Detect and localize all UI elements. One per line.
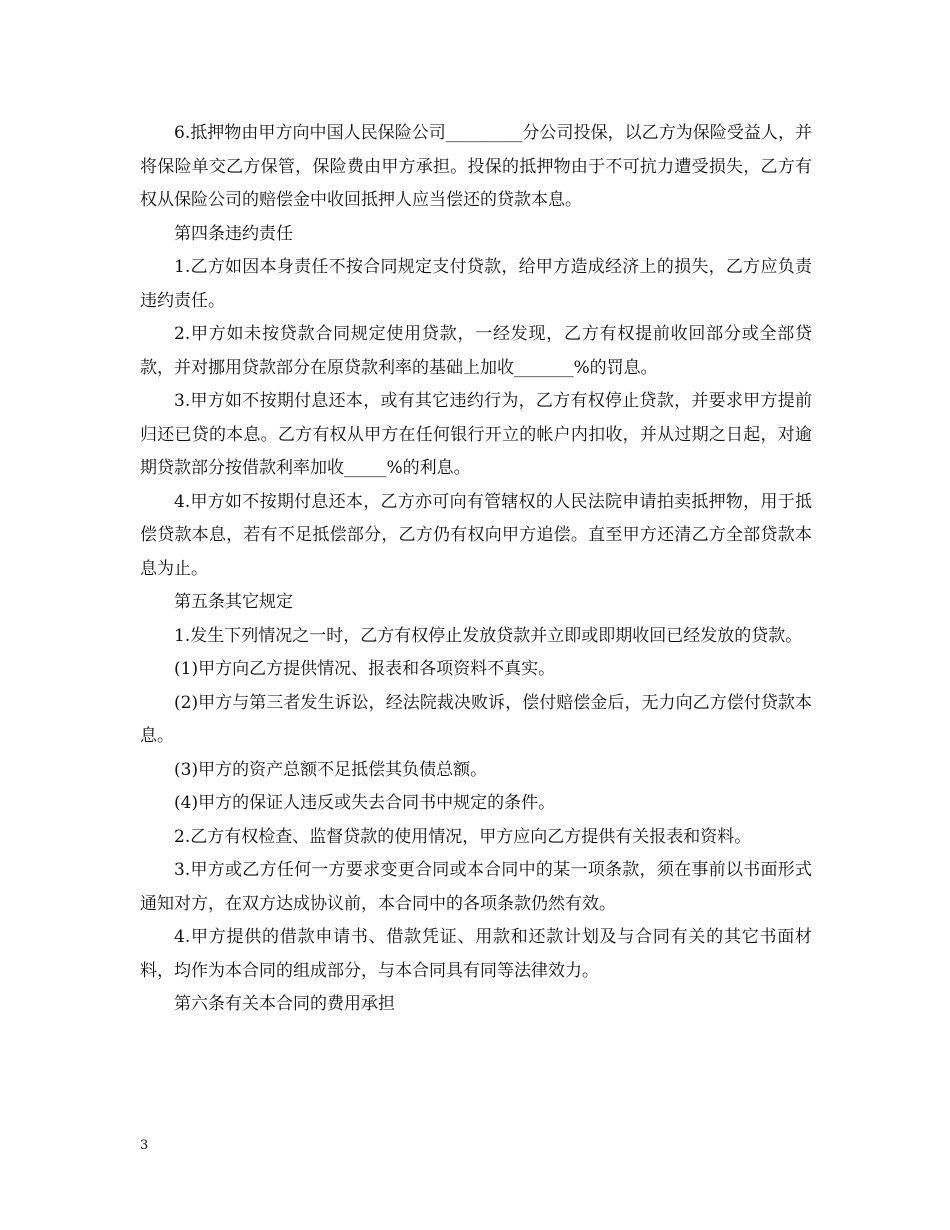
paragraph-liability-3: 3.甲方如不按期付息还本，或有其它违约行为，乙方有权停止贷款，并要求甲方提前归还已贷的本息。乙方有权从甲方在任何银行开立的帐户内扣收，并从过期之日起，对逾期贷款部分按借款利率加收_____%的利息。 [140,391,812,478]
document-body [140,117,812,1022]
paragraph-provision-2: 2.乙方有权检查、监督贷款的使用情况，甲方应向乙方提供有关报表和资料。 [174,826,752,847]
paragraph-provision-1: 1.发生下列情况之一时，乙方有权停止发放贷款并立即或即期收回已经发放的贷款。 [174,625,803,646]
paragraph-provision-4: 4.甲方提供的借款申请书、借款凭证、用款和还款计划及与合同有关的其它书面材料，均作为本合同的组成部分，与本合同具有同等法律效力。 [140,927,812,981]
paragraph-clause-4-6-insurance: 6.抵押物由甲方向中国人民保险公司_________分公司投保，以乙方为保险受益人，并将保险单交乙方保管，保险费由甲方承担。投保的抵押物由于不可抗力遭受损失，乙方有权从保险公司的赔偿金中收回抵押人应当偿还的贷款本息。 [140,123,812,210]
heading-article-4-liability: 第四条违约责任 [174,223,293,244]
paragraph-liability-2: 2.甲方如未按贷款合同规定使用贷款，一经发现，乙方有权提前收回部分或全部贷款，并对挪用贷款部分在原贷款利率的基础上加收_______%的罚息。 [140,324,812,378]
paragraph-provision-1-item-2: (2)甲方与第三者发生诉讼，经法院裁决败诉，偿付赔偿金后，无力向乙方偿付贷款本息。 [140,692,812,746]
paragraph-provision-1-item-4: (4)甲方的保证人违反或失去合同书中规定的条件。 [174,793,556,813]
page-number: 3 [140,1138,149,1153]
paragraph-provision-1-item-3: (3)甲方的资产总额不足抵偿其负债总额。 [174,759,488,780]
paragraph-provision-3: 3.甲方或乙方任何一方要求变更合同或本合同中的某一项条款，须在事前以书面形式通知对方，在双方达成协议前，本合同中的各项条款仍然有效。 [140,860,812,914]
paragraph-provision-1-item-1: (1)甲方向乙方提供情况、报表和各项资料不真实。 [174,659,556,679]
heading-article-6-costs: 第六条有关本合同的费用承担 [174,994,395,1014]
heading-article-5-other-provisions: 第五条其它规定 [174,592,293,612]
paragraph-liability-4: 4.甲方如不按期付息还本，乙方亦可向有管辖权的人民法院申请拍卖抵押物，用于抵偿贷款本息，若有不足抵偿部分，乙方仍有权向甲方追偿。直至甲方还清乙方全部贷款本息为止。 [140,491,812,579]
paragraph-liability-1: 1.乙方如因本身责任不按合同规定支付贷款，给甲方造成经济上的损失，乙方应负责违约责任。 [140,257,812,311]
